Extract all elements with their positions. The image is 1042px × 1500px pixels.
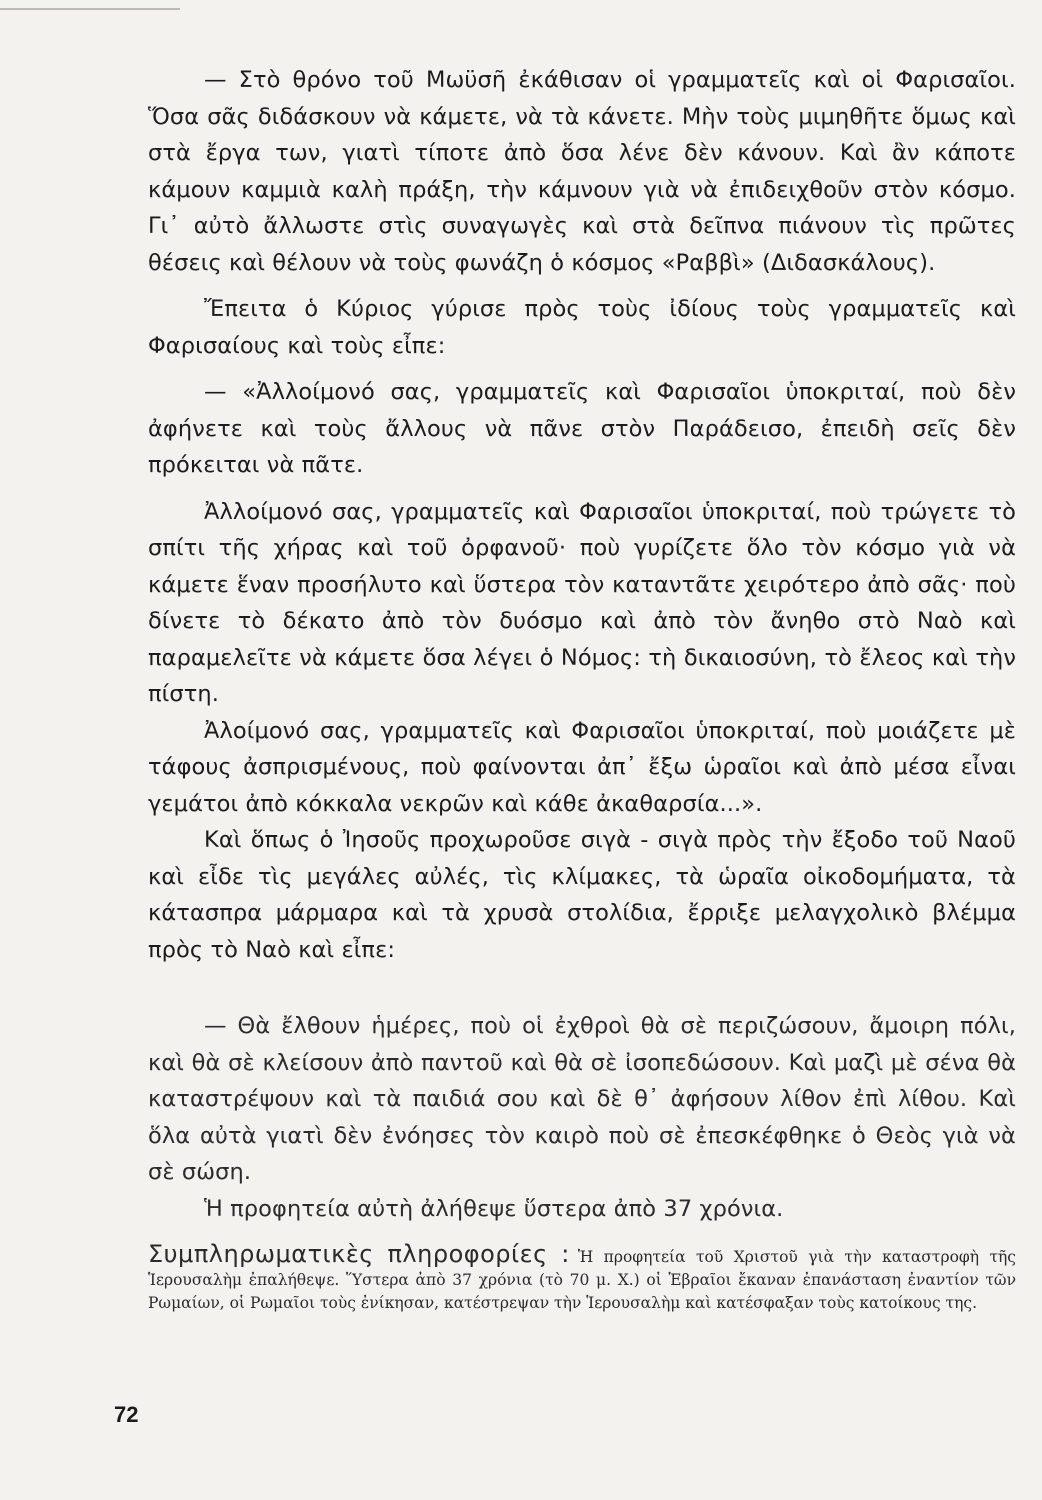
supplementary-notes [148, 1240, 1016, 1315]
main-text [148, 62, 1016, 1315]
paragraph: Ἀλλοίμονό σας, γραμματεῖς καὶ Φαρισαῖοι ὑποκριταί, ποὺ τρώγετε τὸ σπίτι τῆς χήρας καὶ τοῦ ὀρφανοῦ· ποὺ γυρίζετε ὅλο τὸν κόσμο γιὰ νὰ κάμετε ἕναν προσήλυτο καὶ ὕστερα τὸν καταντᾶτε χειρότερο ἀπὸ σᾶς· ποὺ δίνετε τὸ δέκατο ἀπὸ τὸν δυόσμο καὶ ἀπὸ τὸν ἄνηθο στὸ Ναὸ καὶ παραμελεῖτε νὰ κάμετε ὅσα λέγει ὁ Νόμος: τὴ δικαιοσύνη, τὸ ἔλεος καὶ τὴν πίστη. [148, 498, 1016, 707]
notes-heading: Συμπληρωματικὲς πληροφορίες : [148, 1240, 570, 1268]
paragraph: — Στὸ θρόνο τοῦ Μωϋσῆ ἐκάθισαν οἱ γραμματεῖς καὶ οἱ Φαρισαῖοι. Ὅσα σᾶς διδάσκουν νὰ κάμετε, νὰ τὰ κάνετε. Μὴν τοὺς μιμηθῆτε ὅμως καὶ στὰ ἔργα των, γιατὶ τίποτε ἀπὸ ὅσα λένε δὲν κάνουν. Καὶ ἂν κάποτε κάμουν καμμιὰ καλὴ πράξη, τὴν κάμνουν γιὰ νὰ ἐπιδειχθοῦν στὸν κόσμο. Γι᾿ αὐτὸ ἄλλωστε στὶς συναγωγὲς καὶ στὰ δεῖπνα πιάνουν τὶς πρῶτες θέσεις καὶ θέλουν νὰ τοὺς φωνάζη ὁ κόσμος «Ραββὶ» (Διδασκάλους). [148, 67, 1016, 276]
paragraph: Καὶ ὅπως ὁ Ἰησοῦς προχωροῦσε σιγὰ - σιγὰ πρὸς τὴν ἔξοδο τοῦ Ναοῦ καὶ εἶδε τὶς μεγάλες αὐλές, τὶς κλίμακες, τὰ ὡραῖα οἰκοδομήματα, τὰ κάτασπρα μάρμαρα καὶ τὰ χρυσὰ στολίδια, ἔρριξε μελαγχολικὸ βλέμμα πρὸς τὸ Ναὸ καὶ εἶπε: [148, 827, 1016, 963]
paragraph: Ἀλοίμονό σας, γραμματεῖς καὶ Φαρισαῖοι ὑποκριταί, ποὺ μοιάζετε μὲ τάφους ἀσπρισμένους, ποὺ φαίνονται ἀπ᾿ ἔξω ὡραῖοι καὶ ἀπὸ μέσα εἶναι γεμάτοι ἀπὸ κόκκαλα νεκρῶν καὶ κάθε ἀκαθαρσία...». [148, 717, 1016, 817]
page-number: 72 [114, 1402, 139, 1427]
prophecy-paragraph: — Θὰ ἔλθουν ἡμέρες, ποὺ οἱ ἐχθροὶ θὰ σὲ περιζώσουν, ἄμοιρη πόλι, καὶ θὰ σὲ κλείσουν ἀπὸ παντοῦ καὶ θὰ σὲ ἰσοπεδώσουν. Καὶ μαζὶ μὲ σένα θὰ καταστρέψουν καὶ τὰ παιδιά σου καὶ δὲ θ᾿ ἀφήσουν λίθον ἐπὶ λίθου. Καὶ ὅλα αὐτὰ γιατὶ δὲν ἐνόησες τὸν καιρὸ ποὺ σὲ ἐπεσκέφθηκε ὁ Θεὸς γιὰ νὰ σὲ σώση. [148, 1013, 1016, 1185]
paragraph: — «Ἀλλοίμονό σας, γραμματεῖς καὶ Φαρισαῖοι ὑποκριταί, ποὺ δὲν ἀφήνετε καὶ τοὺς ἄλλους νὰ πᾶνε στὸν Παράδεισο, ἐπειδὴ σεῖς δὲν πρόκειται νὰ πᾶτε. [148, 379, 1016, 478]
notes-text: Ἡ προφητεία τοῦ Χριστοῦ γιὰ τὴν καταστροφὴ τῆς Ἱερουσαλὴμ ἐπαλήθεψε. Ὕστερα ἀπὸ 37 χρόνια (τὸ 70 μ. Χ.) οἱ Ἑβραῖοι ἔκαναν ἐπανάσταση ἐναντίον τῶν Ρωμαίων, οἱ Ρωμαῖοι τοὺς ἐνίκησαν, κατέστρεψαν τὴν Ἱερουσαλὴμ καὶ κατέσφαξαν τοὺς κατοίκους της. [148, 1248, 1016, 1312]
page-edge-line [0, 8, 180, 10]
prophecy-fulfilment: Ἡ προφητεία αὐτὴ ἀλήθεψε ὕστερα ἀπὸ 37 χρόνια. [204, 1195, 784, 1222]
prophecy-section [148, 1008, 1016, 1227]
paragraph: Ἔπειτα ὁ Κύριος γύρισε πρὸς τοὺς ἰδίους τοὺς γραμματεῖς καὶ Φαρισαίους καὶ τοὺς εἶπε: [148, 296, 1016, 359]
